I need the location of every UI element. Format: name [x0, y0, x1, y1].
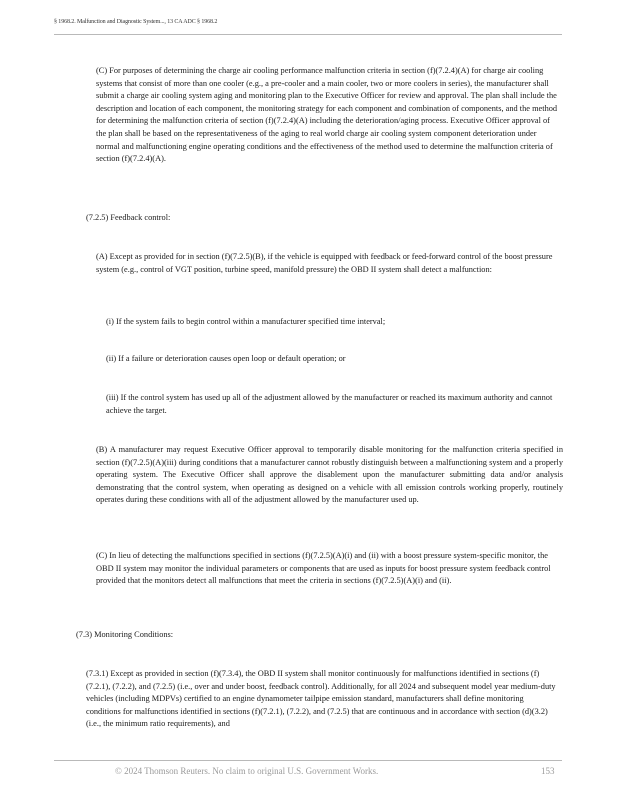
heading-7-2-5-feedback-control: (7.2.5) Feedback control:: [86, 213, 171, 222]
paragraph-i-fails-to-begin: (i) If the system fails to begin control within a manufacturer specified time interval;: [106, 317, 386, 326]
footer-copyright: © 2024 Thomson Reuters. No claim to original U.S. Government Works.: [115, 766, 379, 776]
paragraph-ii-open-loop: (ii) If a failure or deterioration causes open loop or default operation; or: [106, 354, 346, 363]
paragraph-iii-maximum-authority: (iii) If the control system has used up all of the adjustment allowed by the manufacturer or reached its maximum authority and cannot achieve the target.: [106, 393, 553, 415]
paragraph-a-feedback-control: (A) Except as provided for in section (f)(7.2.5)(B), if the vehicle is equipped with feedback or feed-forward control of the boost pressure system (e.g., control of VGT position, turbine speed, manifold pressure) the OBD II system shall detect a malfunction:: [96, 252, 553, 274]
paragraph-b-disable-monitoring: (B) A manufacturer may request Executive Officer approval to temporarily disable monitoring for the malfunction criteria specified in section (f)(7.2.5)(A)(iii) during conditions that a manufacturer cannot robustly distinguish between a malfunctioning system and a properly operating system. The Executive Officer shall approve the disablement upon the manufacturer submitting data and/or analysis demonstrating that the control system, when operating as designed on a vehicle with all emission controls working properly, routinely operates during these conditions with all of the adjustment allowed by the manufacturer used up.: [96, 445, 563, 505]
paragraph-7-3-1-continuous-monitoring: (7.3.1) Except as provided in section (f)(7.3.4), the OBD II system shall monitor continuously for malfunctions identified in sections (f)(7.2.1), (7.2.2), and (7.2.5) (i.e., over and under boost, feedback control). Additionally, for all 2024 and subsequent model year medium-duty vehicles (including MDPVs) certified to an engine dynamometer tailpipe emission standard, manufacturers shall define monitoring conditions for malfunctions identified in sections (f)(7.2.1), (7.2.2), and (7.2.5) that are continuous and in accordance with section (d)(3.2) (i.e., the minimum ratio requirements), and: [86, 669, 556, 729]
page-number: 153: [541, 766, 555, 776]
heading-7-3-monitoring-conditions: (7.3) Monitoring Conditions:: [76, 630, 174, 639]
paragraph-c-individual-parameters: (C) In lieu of detecting the malfunctions specified in sections (f)(7.2.5)(A)(i) and (ii) with a boost pressure system-specific monitor, the OBD II system may monitor the individual parameters or components that are used as inputs for boost pressure system feedback control provided that the monitors detect all malfunctions that meet the criteria in sections (f)(7.2.5)(A)(i) and (ii).: [96, 551, 551, 586]
header-divider: [54, 34, 562, 35]
footer-divider: [54, 760, 562, 761]
page-header-citation: § 1968.2. Malfunction and Diagnostic System..., 13 CA ADC § 1968.2: [54, 19, 218, 25]
paragraph-c-charge-air-cooling: (C) For purposes of determining the charge air cooling performance malfunction criteria in section (f)(7.2.4)(A) for charge air cooling systems that consist of more than one cooler (e.g., a pre-cooler and a main cooler, two or more coolers in series), the manufacturer shall submit a charge air cooling system aging and monitoring plan to the Executive Officer for review and approval. The plan shall include the description and location of each component, the monitoring strategy for each component and combination of components, and the method for determining the malfunction criteria of section (f)(7.2.4)(A) including the deterioration/aging process. Executive Officer approval of the plan shall be based on the representativeness of the aging to real world charge air cooling system component deterioration under normal and malfunctioning engine operating conditions and the effectiveness of the method used to determine the malfunction criteria of section (f)(7.2.4)(A).: [96, 66, 558, 164]
